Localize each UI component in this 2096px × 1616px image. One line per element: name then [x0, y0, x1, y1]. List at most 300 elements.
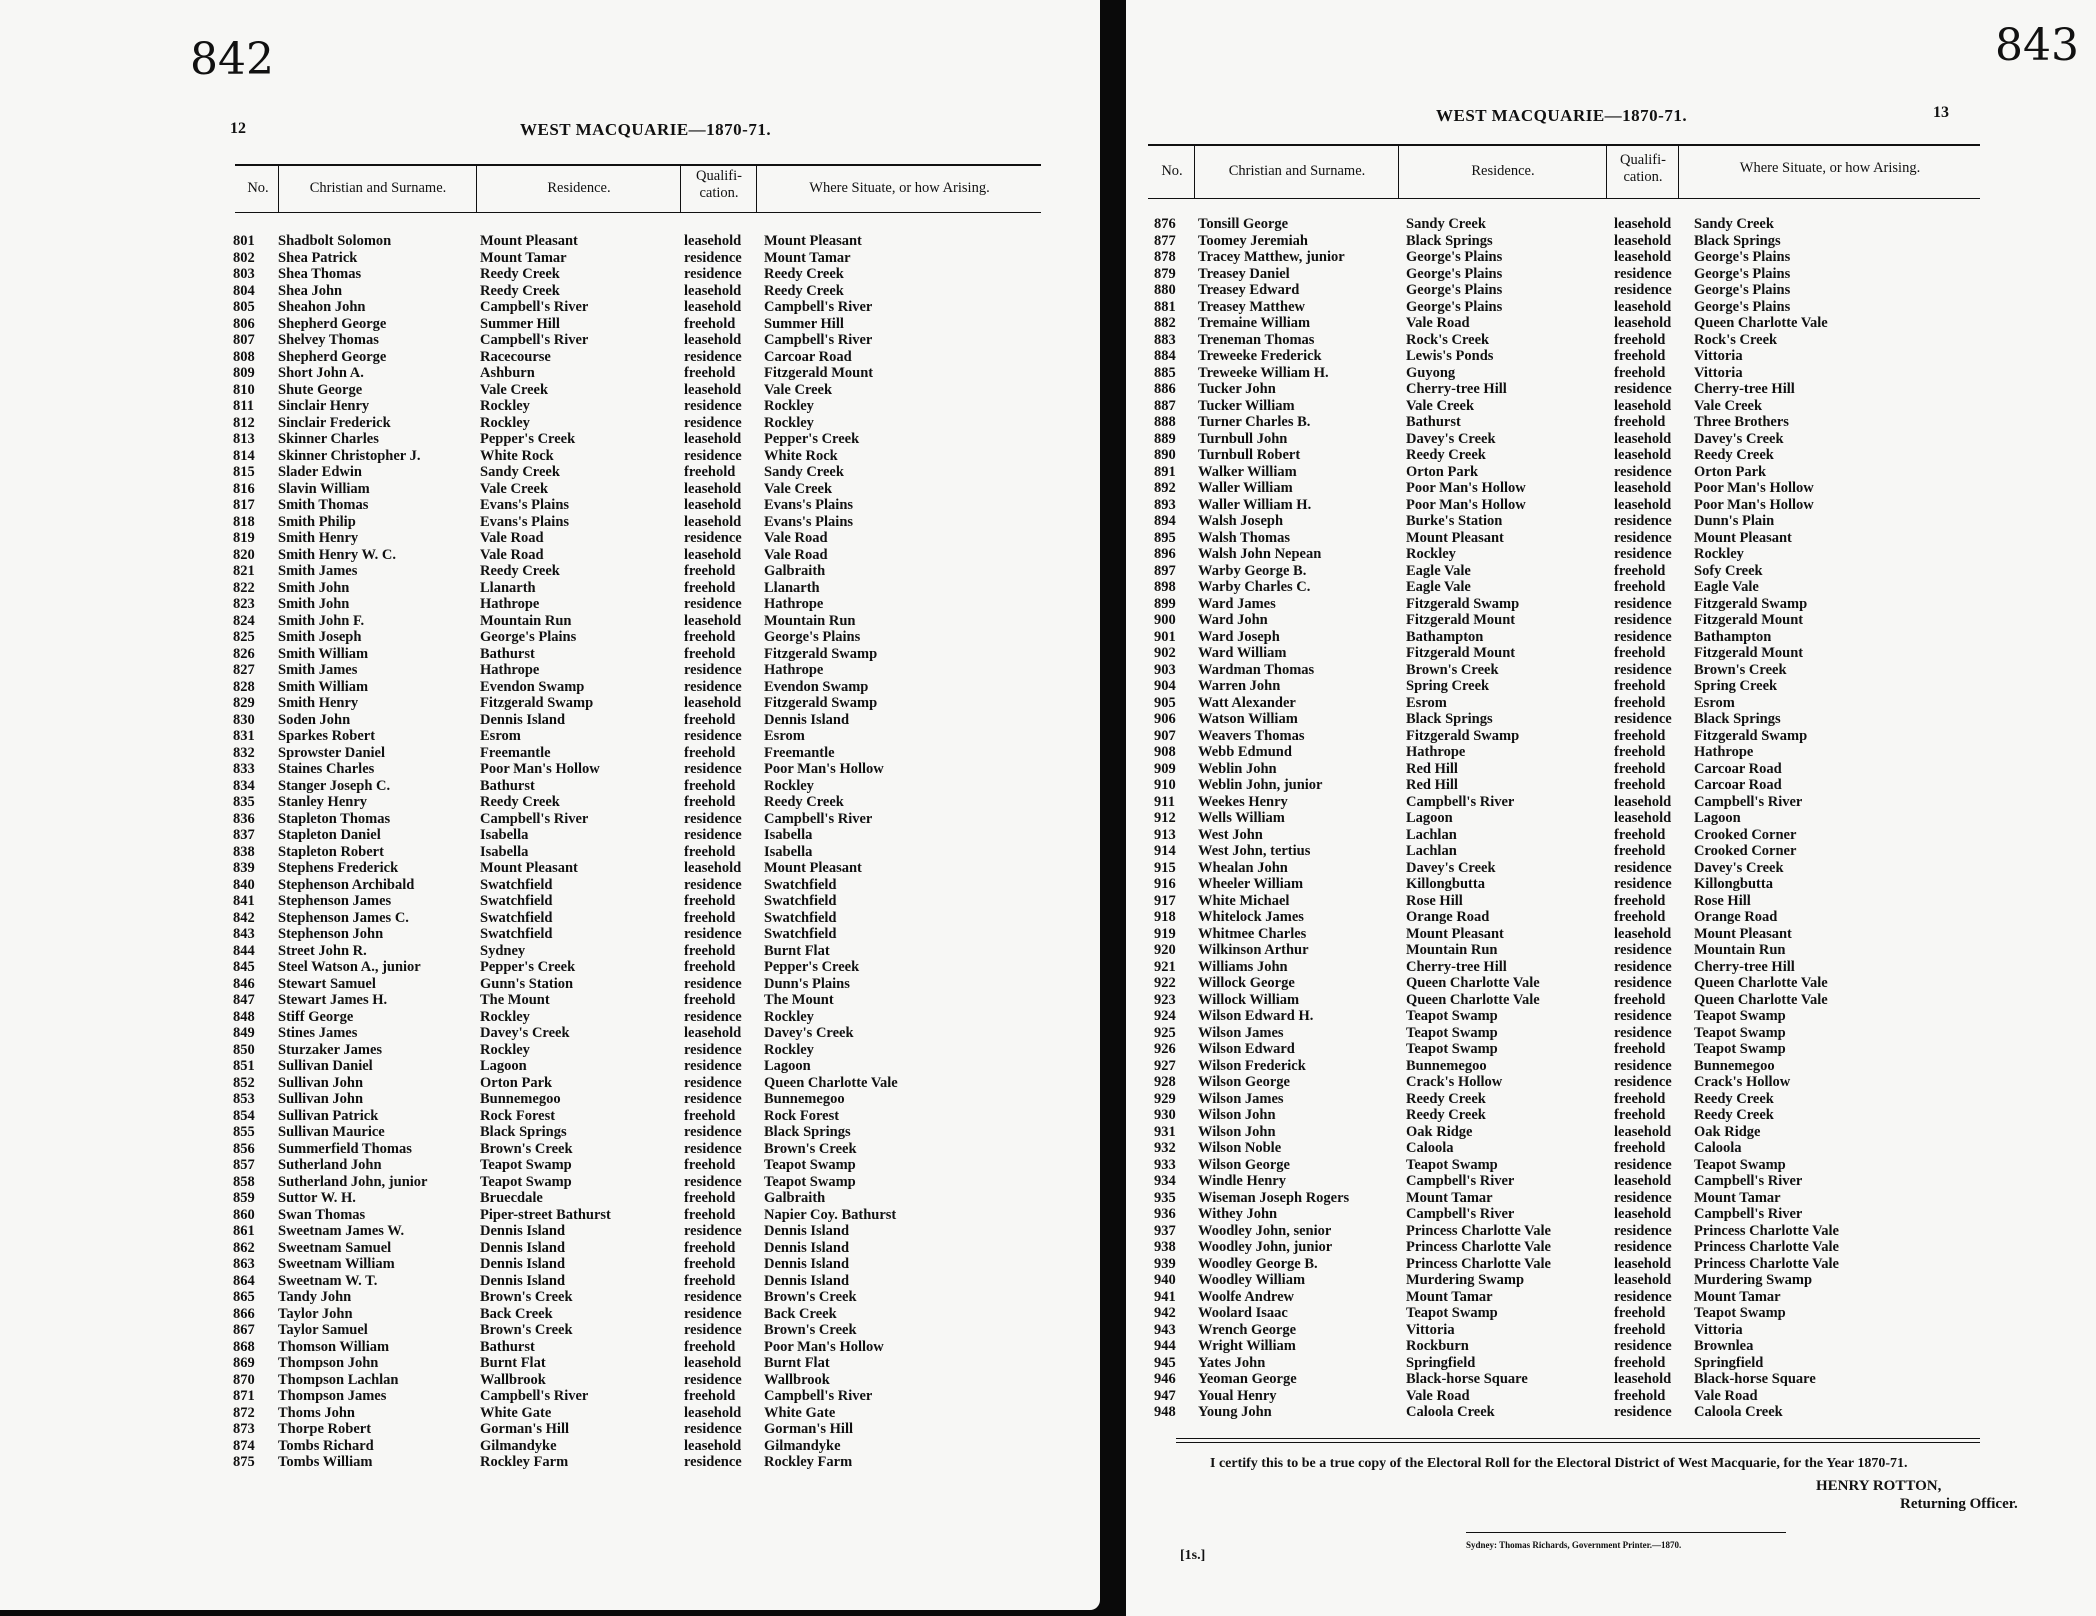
voter-qualification: residence — [684, 1074, 742, 1091]
voter-residence: Lagoon — [480, 1058, 527, 1074]
voter-property-location: Brown's Creek — [764, 1140, 857, 1157]
entry-number: 914 — [1154, 843, 1176, 859]
voter-name: Slader Edwin — [278, 464, 362, 480]
table-row — [233, 1009, 1053, 1026]
voter-property-location: Vale Road — [764, 546, 828, 563]
entry-number: 819 — [233, 530, 255, 546]
voter-qualification: leasehold — [1614, 793, 1672, 810]
voter-residence: Eagle Vale — [1406, 562, 1471, 579]
table-row — [1154, 1223, 1994, 1240]
voter-qualification: residence — [1614, 859, 1672, 876]
voter-name: Swan Thomas — [278, 1206, 366, 1223]
voter-name: Sturzaker James — [278, 1041, 383, 1058]
voter-residence: Gorman's Hill — [480, 1421, 570, 1437]
column-divider — [756, 166, 757, 212]
entry-number: 828 — [233, 678, 255, 695]
entry-number: 843 — [233, 926, 255, 942]
voter-qualification: freehold — [1614, 579, 1666, 595]
entry-number: 943 — [1154, 1321, 1176, 1338]
voter-residence: Murdering Swamp — [1406, 1272, 1525, 1288]
voter-residence: Swatchfield — [480, 926, 553, 942]
voter-qualification: residence — [684, 249, 742, 266]
voter-qualification: freehold — [1614, 760, 1666, 777]
entry-number: 939 — [1154, 1255, 1176, 1272]
table-row — [233, 596, 1053, 613]
voter-name: Sullivan John — [278, 1091, 364, 1107]
voter-name: Smith William — [278, 645, 369, 662]
entry-number: 891 — [1154, 463, 1176, 480]
voter-residence: Bathurst — [480, 777, 535, 794]
voter-residence: Vale Creek — [480, 480, 549, 497]
table-row — [233, 1454, 1053, 1471]
entry-number: 842 — [233, 909, 255, 926]
voter-name: Stapleton Thomas — [278, 810, 391, 827]
voter-property-location: Mount Pleasant — [764, 233, 862, 249]
voter-property-location: Princess Charlotte Vale — [1694, 1255, 1839, 1272]
voter-name: Tonsill George — [1198, 216, 1289, 232]
voter-residence: White Rock — [480, 447, 554, 464]
voter-residence: Campbell's River — [480, 810, 589, 827]
voter-property-location: Vale Creek — [764, 381, 833, 398]
voter-qualification: residence — [684, 678, 742, 695]
voter-residence: Back Creek — [480, 1305, 553, 1322]
table-row — [1154, 1272, 1994, 1289]
voter-name: Steel Watson A., junior — [278, 959, 421, 975]
voter-name: Whitmee Charles — [1198, 925, 1307, 942]
table-row — [233, 1240, 1053, 1257]
table-row — [233, 250, 1053, 267]
voter-qualification: freehold — [1614, 1354, 1666, 1371]
voter-name: Williams John — [1198, 958, 1288, 975]
entry-number: 809 — [233, 365, 255, 381]
voter-property-location: Black Springs — [1694, 711, 1781, 727]
table-row — [233, 844, 1053, 861]
voter-residence: Rose Hill — [1406, 892, 1463, 909]
entry-number: 883 — [1154, 331, 1176, 348]
voter-property-location: Carcoar Road — [1694, 777, 1782, 793]
table-row — [1154, 1157, 1994, 1174]
voter-residence: Ashburn — [480, 365, 535, 381]
voter-name: Tremaine William — [1198, 315, 1311, 331]
voter-residence: Eagle Vale — [1406, 579, 1471, 595]
voter-residence: Freemantle — [480, 744, 551, 761]
table-row — [233, 1355, 1053, 1372]
table-row — [1154, 1355, 1994, 1372]
voter-qualification: leasehold — [1614, 232, 1672, 249]
voter-qualification: residence — [1614, 876, 1672, 892]
table-row — [233, 481, 1053, 498]
entry-number: 826 — [233, 645, 255, 662]
entry-number: 873 — [233, 1421, 255, 1437]
voter-residence: Princess Charlotte Vale — [1406, 1222, 1551, 1239]
voter-qualification: leasehold — [1614, 480, 1672, 496]
table-row — [1154, 678, 1994, 695]
voter-name: Walsh Thomas — [1198, 529, 1291, 546]
table-row — [233, 382, 1053, 399]
voter-name: Smith Thomas — [278, 497, 369, 513]
voter-property-location: Rockley — [764, 1041, 814, 1058]
voter-property-location: Hathrope — [1694, 744, 1754, 760]
voter-property-location: Teapot Swamp — [1694, 1041, 1786, 1057]
voter-residence: Bruecdale — [480, 1190, 543, 1206]
voter-qualification: residence — [684, 1223, 742, 1239]
entry-number: 880 — [1154, 282, 1176, 298]
table-row — [1154, 1289, 1994, 1306]
voter-name: Turner Charles B. — [1198, 414, 1311, 430]
voter-qualification: freehold — [684, 843, 736, 860]
voter-qualification: residence — [1614, 1404, 1672, 1420]
voter-qualification: residence — [684, 596, 742, 612]
entry-number: 858 — [233, 1173, 255, 1190]
entry-number: 889 — [1154, 430, 1176, 447]
voter-residence: Guyong — [1406, 364, 1456, 381]
entry-number: 945 — [1154, 1354, 1176, 1371]
signatory-name: HENRY ROTTON, — [1816, 1478, 1942, 1494]
voter-property-location: Davey's Creek — [1694, 430, 1784, 447]
page-title: WEST MACQUARIE—1870-71. — [520, 120, 772, 139]
voter-name: Walsh John Nepean — [1198, 546, 1322, 562]
entry-number: 854 — [233, 1107, 255, 1124]
entry-number: 859 — [233, 1190, 255, 1206]
voter-name: Smith William — [278, 678, 369, 695]
entry-number: 863 — [233, 1256, 255, 1272]
voter-property-location: Brown's Creek — [1694, 661, 1787, 678]
voter-residence: Springfield — [1406, 1354, 1476, 1371]
voter-name: Smith Philip — [278, 513, 356, 530]
voter-qualification: residence — [684, 1322, 742, 1338]
voter-name: Skinner Charles — [278, 431, 379, 447]
voter-qualification: residence — [684, 1371, 742, 1388]
entry-number: 874 — [233, 1437, 255, 1454]
table-row — [233, 662, 1053, 679]
voter-property-location: Mount Tamar — [1694, 1288, 1781, 1305]
entry-number: 902 — [1154, 645, 1176, 661]
voter-property-location: Swatchfield — [764, 893, 837, 909]
entry-number: 938 — [1154, 1239, 1176, 1255]
voter-residence: Sandy Creek — [480, 464, 560, 480]
voter-name: Sweetnam William — [278, 1256, 395, 1272]
voter-qualification: residence — [684, 398, 742, 414]
right-page — [1126, 0, 2096, 1616]
voter-name: Tombs William — [278, 1454, 373, 1470]
voter-property-location: Vale Road — [1694, 1387, 1758, 1404]
voter-property-location: Princess Charlotte Vale — [1694, 1239, 1839, 1255]
voter-property-location: Rock Forest — [764, 1107, 840, 1124]
voter-qualification: freehold — [1614, 678, 1666, 694]
voter-residence: Isabella — [480, 843, 529, 860]
voter-qualification: residence — [1614, 1338, 1672, 1354]
voter-name: Stanley Henry — [278, 794, 368, 810]
voter-name: Waller William — [1198, 480, 1293, 496]
entry-number: 804 — [233, 282, 255, 299]
voter-name: Wilson Frederick — [1198, 1057, 1306, 1074]
table-row — [1154, 975, 1994, 992]
voter-residence: Mount Pleasant — [1406, 529, 1504, 546]
voter-property-location: Princess Charlotte Vale — [1694, 1222, 1839, 1239]
entry-number: 944 — [1154, 1338, 1176, 1354]
voter-name: Whitelock James — [1198, 909, 1304, 925]
voter-residence: Reedy Creek — [1406, 1090, 1486, 1107]
voter-residence: Campbell's River — [1406, 1206, 1515, 1222]
table-row — [233, 1207, 1053, 1224]
voter-qualification: freehold — [684, 579, 736, 596]
voter-name: Sullivan Patrick — [278, 1107, 379, 1124]
entry-number: 901 — [1154, 628, 1176, 645]
entry-number: 894 — [1154, 513, 1176, 529]
entry-number: 906 — [1154, 711, 1176, 727]
table-row — [233, 365, 1053, 382]
voter-qualification: leasehold — [684, 513, 742, 530]
voter-residence: Davey's Creek — [1406, 859, 1496, 876]
table-row — [233, 1042, 1053, 1059]
voter-residence: Spring Creek — [1406, 678, 1490, 694]
voter-name: Weekes Henry — [1198, 793, 1288, 810]
voter-qualification: freehold — [1614, 562, 1666, 579]
voter-residence: Oak Ridge — [1406, 1123, 1473, 1140]
voter-name: Thomson William — [278, 1338, 390, 1355]
voter-qualification: residence — [1614, 1024, 1672, 1041]
voter-name: Sprowster Daniel — [278, 744, 386, 761]
table-row — [1154, 1190, 1994, 1207]
voter-name: Stephens Frederick — [278, 860, 399, 876]
voter-property-location: Three Brothers — [1694, 414, 1789, 430]
voter-qualification: residence — [684, 876, 742, 893]
voter-qualification: residence — [1614, 711, 1672, 727]
voter-residence: Killongbutta — [1406, 876, 1485, 892]
voter-residence: Poor Man's Hollow — [1406, 496, 1526, 513]
voter-residence: Lachlan — [1406, 826, 1457, 843]
voter-name: Treasey Edward — [1198, 282, 1300, 298]
voter-property-location: Crooked Corner — [1694, 843, 1797, 859]
table-row — [1154, 1124, 1994, 1141]
table-row — [233, 745, 1053, 762]
voter-qualification: freehold — [684, 1256, 736, 1272]
voter-qualification: leasehold — [684, 695, 742, 711]
entry-number: 822 — [233, 579, 255, 596]
voter-name: Windle Henry — [1198, 1173, 1286, 1189]
voter-residence: Evans's Plains — [480, 513, 570, 530]
voter-qualification: residence — [1614, 529, 1672, 546]
entry-number: 801 — [233, 233, 255, 249]
table-row — [1154, 315, 1994, 332]
table-row — [1154, 1074, 1994, 1091]
table-row — [233, 1405, 1053, 1422]
voter-property-location: Vale Creek — [764, 480, 833, 497]
voter-qualification: leasehold — [684, 299, 742, 315]
voter-name: Turnbull John — [1198, 430, 1288, 447]
voter-name: Smith John — [278, 596, 350, 612]
voter-qualification: leasehold — [1614, 1272, 1672, 1288]
entry-number: 865 — [233, 1289, 255, 1305]
voter-name: Treweeke William H. — [1198, 364, 1329, 381]
table-row — [233, 398, 1053, 415]
voter-qualification: residence — [1614, 1156, 1672, 1173]
voter-qualification: freehold — [1614, 991, 1666, 1008]
table-row — [233, 679, 1053, 696]
entry-number: 847 — [233, 992, 255, 1008]
voter-name: Shepherd George — [278, 315, 387, 332]
table-row — [233, 415, 1053, 432]
table-row — [1154, 1008, 1994, 1025]
entry-number: 846 — [233, 975, 255, 992]
voter-residence: Black Springs — [1406, 232, 1493, 249]
voter-qualification: freehold — [1614, 777, 1666, 793]
voter-property-location: Orton Park — [1694, 463, 1767, 480]
table-row — [1154, 579, 1994, 596]
voter-qualification: leasehold — [1614, 925, 1672, 942]
table-row — [1154, 596, 1994, 613]
voter-residence: Bathurst — [1406, 414, 1461, 430]
entry-number: 946 — [1154, 1371, 1176, 1387]
voter-property-location: Murdering Swamp — [1694, 1272, 1813, 1288]
voter-property-location: Esrom — [1694, 694, 1735, 711]
voter-name: Watt Alexander — [1198, 694, 1296, 711]
voter-name: Wiseman Joseph Rogers — [1198, 1189, 1350, 1206]
voter-residence: Fitzgerald Mount — [1406, 645, 1516, 661]
voter-name: Stephenson James C. — [278, 909, 409, 926]
voter-residence: Campbell's River — [480, 1388, 589, 1404]
voter-property-location: George's Plains — [1694, 249, 1791, 265]
table-row — [1154, 1338, 1994, 1355]
voter-name: Wright William — [1198, 1338, 1296, 1354]
voter-property-location: Spring Creek — [1694, 678, 1778, 694]
voter-property-location: Campbell's River — [1694, 793, 1803, 810]
entry-number: 820 — [233, 546, 255, 563]
entry-number: 893 — [1154, 496, 1176, 513]
voter-qualification: leasehold — [1614, 1255, 1672, 1272]
voter-qualification: residence — [1614, 1074, 1672, 1090]
voter-name: Walker William — [1198, 463, 1297, 480]
voter-property-location: Black Springs — [1694, 232, 1781, 249]
entry-number: 870 — [233, 1371, 255, 1388]
voter-residence: Piper-street Bathurst — [480, 1206, 611, 1223]
entry-number: 921 — [1154, 958, 1176, 975]
voter-name: Yates John — [1198, 1354, 1266, 1371]
table-row — [233, 893, 1053, 910]
page-number: 13 — [1933, 104, 1949, 121]
voter-name: Ward John — [1198, 612, 1268, 628]
entry-number: 802 — [233, 249, 255, 266]
voter-name: Taylor John — [278, 1305, 353, 1322]
header-name: Christian and Surname. — [1228, 163, 1366, 179]
header-where: Where Situate, or how Arising. — [809, 180, 990, 196]
voter-name: Thompson Lachlan — [278, 1371, 399, 1388]
entry-number: 866 — [233, 1305, 255, 1322]
entry-number: 815 — [233, 464, 255, 480]
entry-number: 919 — [1154, 925, 1176, 942]
voter-property-location: Brown's Creek — [764, 1289, 857, 1305]
entry-number: 867 — [233, 1322, 255, 1338]
table-row — [1154, 728, 1994, 745]
table-row — [1154, 1025, 1994, 1042]
voter-name: Shea Patrick — [278, 249, 358, 266]
voter-name: Stephenson John — [278, 926, 384, 942]
voter-qualification: freehold — [684, 629, 736, 645]
table-row — [233, 547, 1053, 564]
voter-qualification: residence — [684, 761, 742, 777]
entry-number: 915 — [1154, 859, 1176, 876]
voter-property-location: Fitzgerald Mount — [764, 365, 874, 381]
voter-qualification: freehold — [1614, 1387, 1666, 1404]
entry-number: 829 — [233, 695, 255, 711]
header-bottom-rule — [1148, 198, 1980, 199]
voter-residence: Queen Charlotte Vale — [1406, 975, 1540, 991]
entry-number: 885 — [1154, 364, 1176, 381]
table-row — [233, 1306, 1053, 1323]
entry-number: 860 — [233, 1206, 255, 1223]
voter-property-location: Burnt Flat — [764, 942, 830, 959]
entry-number: 929 — [1154, 1090, 1176, 1107]
entry-number: 903 — [1154, 661, 1176, 678]
table-row — [233, 613, 1053, 630]
voter-qualification: freehold — [684, 959, 736, 975]
voter-residence: Fitzgerald Swamp — [1406, 595, 1520, 612]
voter-property-location: Cherry-tree Hill — [1694, 958, 1795, 975]
voter-property-location: Dennis Island — [764, 711, 850, 728]
voter-residence: Hathrope — [1406, 744, 1466, 760]
voter-qualification: residence — [1614, 595, 1672, 612]
voter-property-location: Reedy Creek — [764, 794, 844, 810]
voter-name: West John — [1198, 826, 1263, 843]
voter-property-location: Fitzgerald Mount — [1694, 645, 1804, 661]
voter-residence: Reedy Creek — [480, 794, 560, 810]
voter-residence: Esrom — [1406, 694, 1447, 711]
voter-residence: Rockley — [480, 1041, 530, 1058]
voter-residence: Vale Road — [1406, 315, 1470, 331]
voter-name: Youal Henry — [1198, 1387, 1277, 1404]
voter-name: Woodley John, junior — [1198, 1239, 1333, 1255]
voter-qualification: freehold — [1614, 364, 1666, 381]
entry-number: 837 — [233, 827, 255, 843]
voter-property-location: Rockley — [764, 777, 814, 794]
entry-number: 932 — [1154, 1140, 1176, 1156]
entry-number: 830 — [233, 711, 255, 728]
voter-residence: Burnt Flat — [480, 1355, 546, 1371]
voter-qualification: freehold — [684, 464, 736, 480]
table-row — [1154, 876, 1994, 893]
column-divider — [1678, 146, 1679, 198]
voter-property-location: Teapot Swamp — [1694, 1008, 1786, 1024]
table-row — [1154, 332, 1994, 349]
voter-residence: Isabella — [480, 827, 529, 843]
voter-residence: Swatchfield — [480, 909, 553, 926]
voter-qualification: leasehold — [1614, 397, 1672, 414]
voter-name: Sheahon John — [278, 299, 366, 315]
voter-qualification: leasehold — [684, 233, 742, 249]
voter-qualification: freehold — [684, 711, 736, 728]
voter-residence: Dennis Island — [480, 1239, 566, 1256]
table-row — [1154, 216, 1994, 233]
voter-property-location: Fitzgerald Swamp — [764, 695, 878, 711]
table-row — [1154, 761, 1994, 778]
voter-name: Wilson James — [1198, 1024, 1284, 1041]
entry-number: 917 — [1154, 892, 1176, 909]
voter-qualification: freehold — [684, 744, 736, 761]
voter-residence: George's Plains — [1406, 282, 1503, 298]
page-title: WEST MACQUARIE—1870-71. — [1436, 106, 1688, 125]
entry-number: 934 — [1154, 1173, 1176, 1189]
voter-name: Treasey Matthew — [1198, 298, 1305, 315]
entry-number: 872 — [233, 1404, 255, 1421]
entry-number: 877 — [1154, 232, 1176, 249]
table-row — [1154, 513, 1994, 530]
voter-residence: Black-horse Square — [1406, 1371, 1528, 1387]
voter-property-location: Mount Tamar — [764, 249, 851, 266]
voter-residence: Cherry-tree Hill — [1406, 381, 1507, 397]
voter-name: Weblin John — [1198, 760, 1277, 777]
entry-number: 933 — [1154, 1156, 1176, 1173]
voter-name: Woodley William — [1198, 1272, 1306, 1288]
